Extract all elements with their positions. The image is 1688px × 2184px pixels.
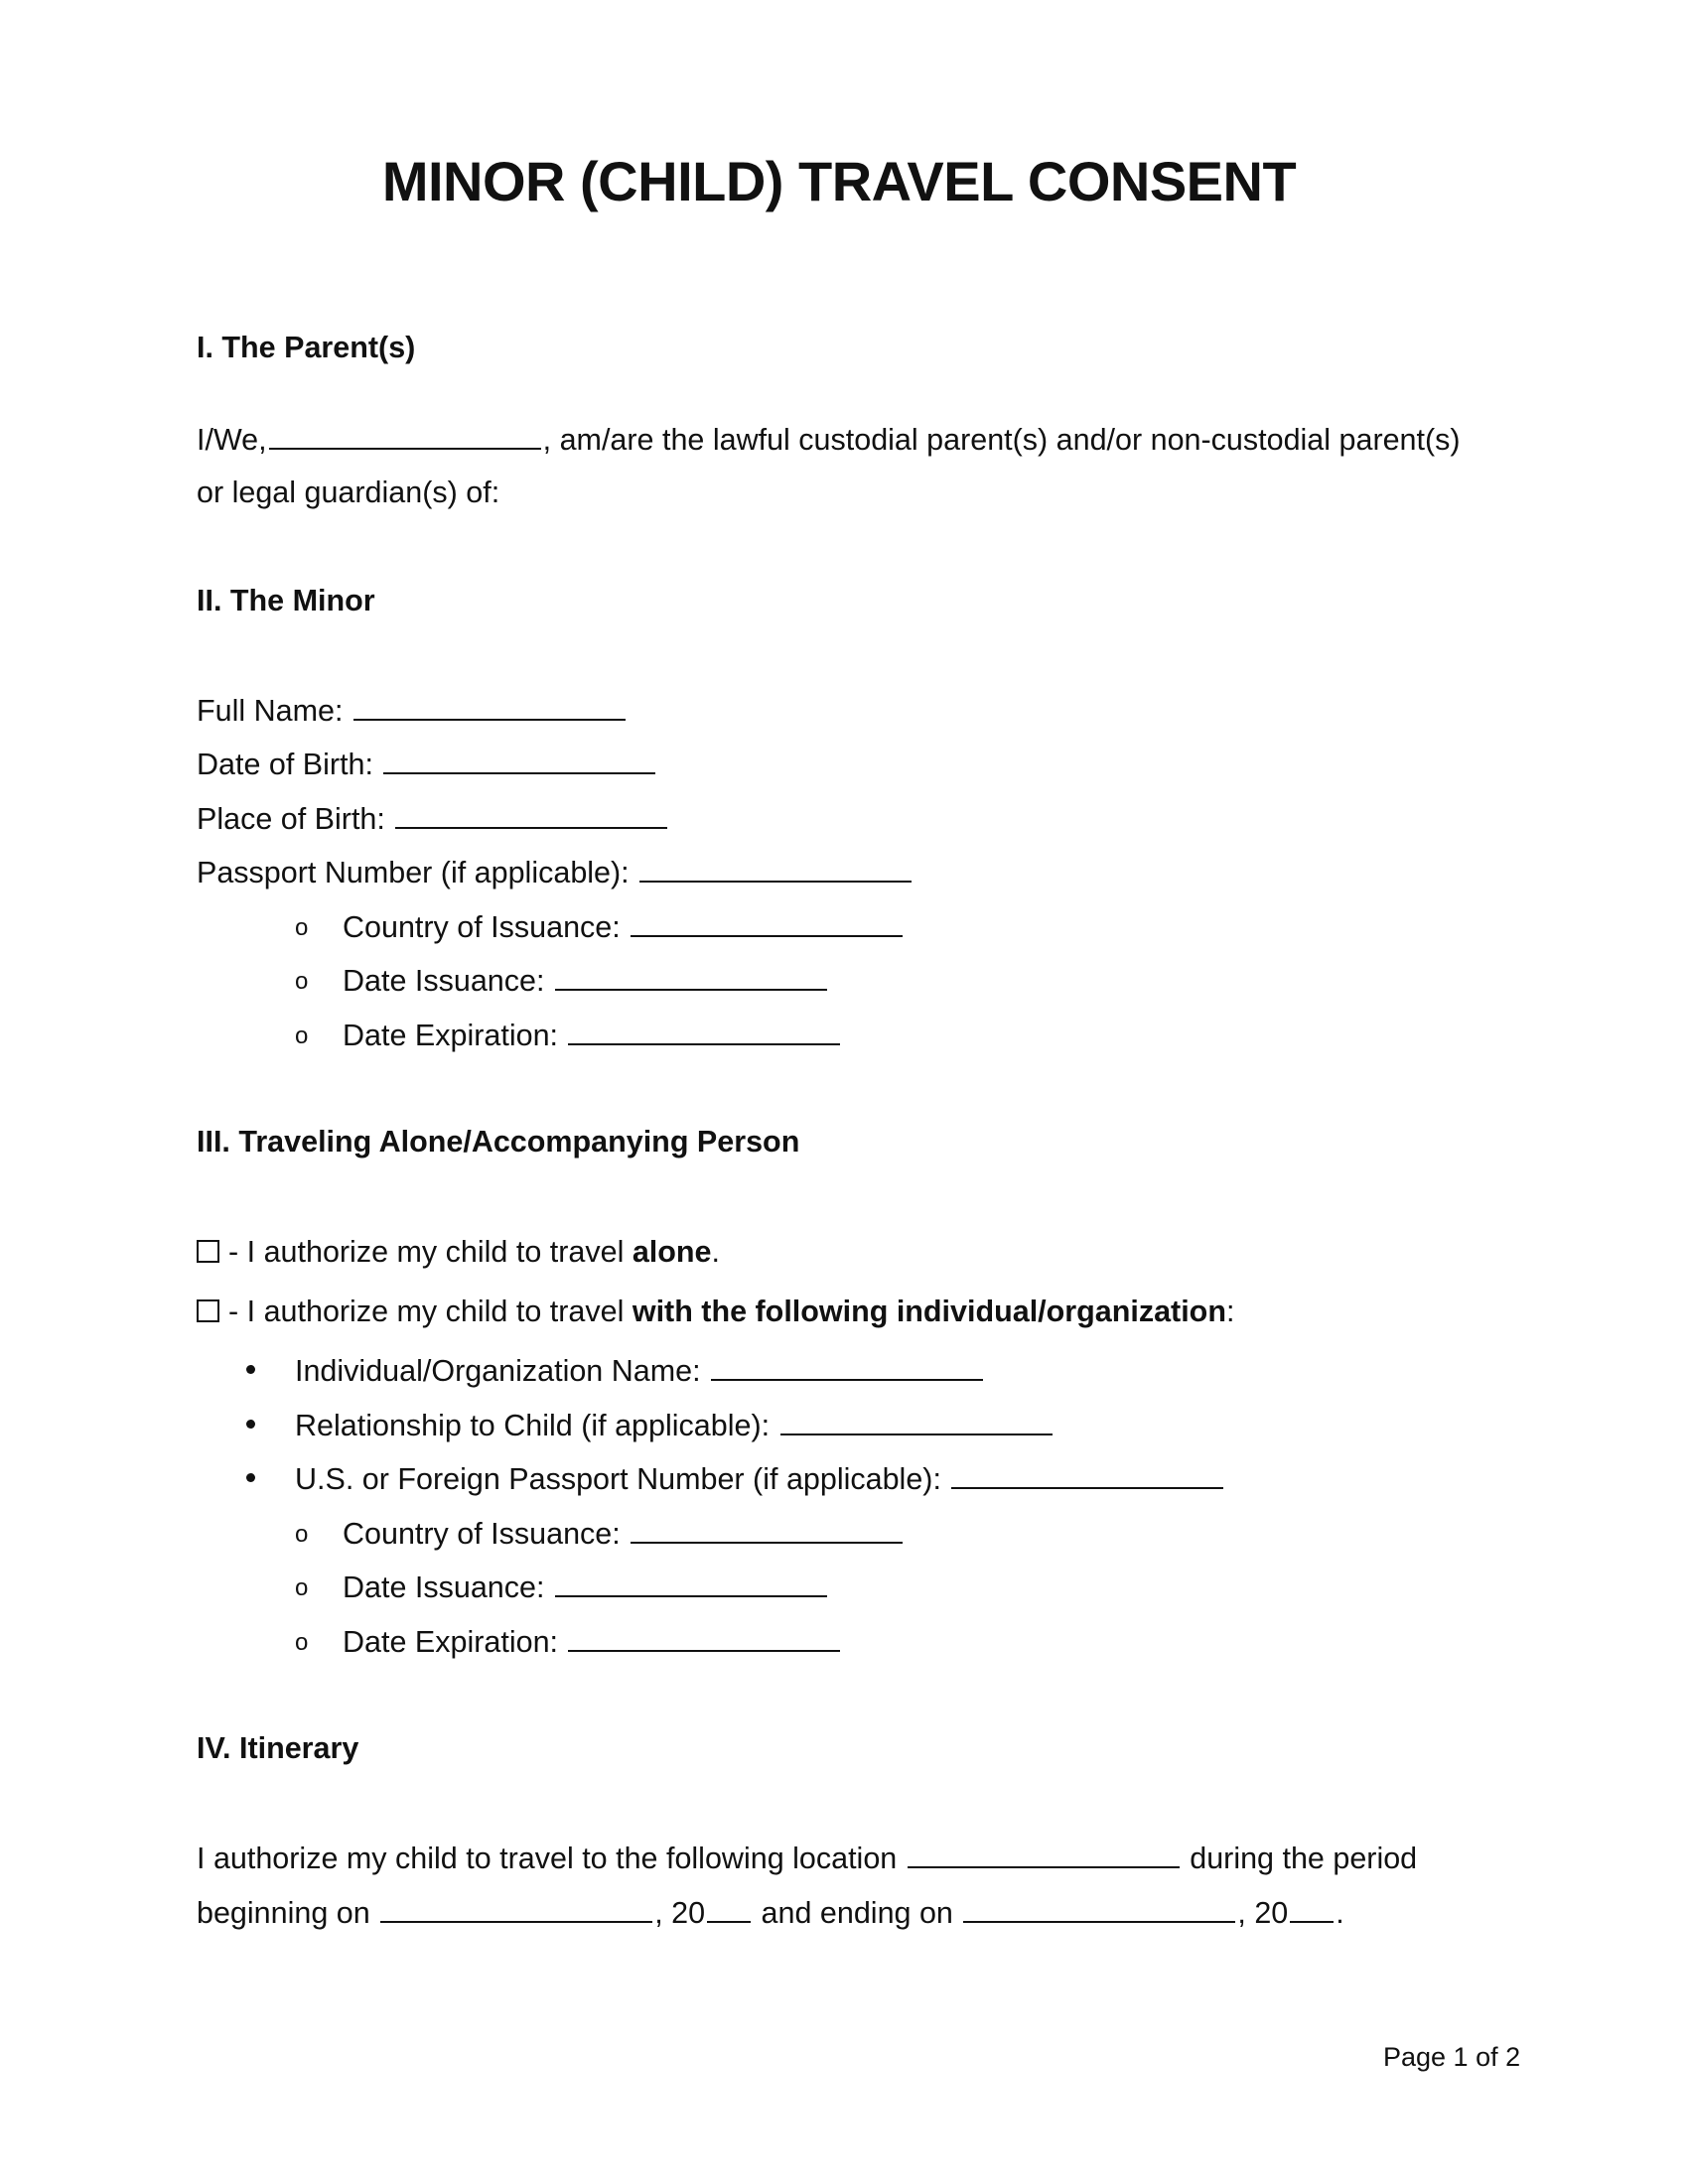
sub-bullet-icon: o (295, 968, 309, 995)
companion-name-label: Individual/Organization Name: (295, 1354, 701, 1388)
minor-pob-blank[interactable] (395, 797, 667, 829)
itinerary-begin-date-blank[interactable] (380, 1891, 652, 1923)
companion-issuance-label: Date Issuance: (343, 1570, 545, 1604)
parent-name-blank[interactable] (269, 418, 541, 450)
minor-dob-blank[interactable] (383, 743, 655, 774)
minor-passport-blank[interactable] (639, 851, 912, 883)
companion-country-field (295, 1512, 905, 1554)
companion-passport-label: U.S. or Foreign Passport Number (if applicable): (295, 1462, 941, 1496)
bullet-icon (246, 1420, 255, 1429)
parents-prefix: I/We, (197, 423, 267, 457)
option-alone-end: . (711, 1235, 720, 1269)
option-travel-alone (197, 1232, 720, 1272)
minor-full-name-label: Full Name: (197, 694, 344, 728)
itinerary-year-prefix-1: , 20 (654, 1896, 706, 1930)
minor-full-name-field (197, 689, 628, 731)
parents-statement-line-1 (197, 418, 1461, 460)
companion-passport-field (295, 1457, 1225, 1499)
companion-issuance-blank[interactable] (555, 1566, 827, 1597)
document-title: MINOR (CHILD) TRAVEL CONSENT (381, 150, 1297, 212)
itinerary-end-date-blank[interactable] (963, 1891, 1235, 1923)
itinerary-line-1 (197, 1837, 1417, 1878)
companion-expiration-label: Date Expiration: (343, 1625, 558, 1659)
itinerary-location-blank[interactable] (908, 1837, 1180, 1868)
bullet-icon (246, 1473, 255, 1482)
companion-country-label: Country of Issuance: (343, 1517, 621, 1551)
minor-passport-label: Passport Number (if applicable): (197, 856, 630, 889)
section-heading-parents: I. The Parent(s) (197, 331, 416, 364)
minor-country-label: Country of Issuance: (343, 910, 621, 944)
minor-pob-label: Place of Birth: (197, 802, 385, 836)
companion-country-blank[interactable] (631, 1512, 903, 1544)
companion-relationship-field (295, 1404, 1055, 1445)
minor-issuance-blank[interactable] (555, 959, 827, 991)
itinerary-end-period: . (1336, 1896, 1344, 1930)
itinerary-line-2 (197, 1891, 1344, 1933)
option-alone-bold: alone (632, 1235, 712, 1269)
minor-passport-expiration-field (295, 1014, 842, 1055)
companion-relationship-blank[interactable] (780, 1404, 1053, 1435)
minor-issuance-label: Date Issuance: (343, 964, 545, 998)
checkbox-with[interactable] (197, 1299, 219, 1322)
minor-expiration-blank[interactable] (568, 1014, 840, 1045)
minor-expiration-label: Date Expiration: (343, 1019, 558, 1052)
minor-country-blank[interactable] (631, 905, 903, 937)
parents-statement-line-2: or legal guardian(s) of: (197, 476, 500, 509)
itinerary-text-2: during the period (1190, 1842, 1418, 1875)
minor-pob-field (197, 797, 669, 839)
option-with-end: : (1225, 1295, 1235, 1328)
companion-expiration-blank[interactable] (568, 1620, 840, 1652)
companion-passport-blank[interactable] (951, 1457, 1223, 1489)
checkbox-alone[interactable] (197, 1240, 219, 1263)
sub-bullet-icon: o (295, 1023, 309, 1049)
itinerary-end-year-blank[interactable] (1290, 1891, 1334, 1923)
sub-bullet-icon: o (295, 914, 309, 941)
sub-bullet-icon: o (295, 1574, 309, 1601)
option-travel-with (197, 1292, 1234, 1331)
companion-name-blank[interactable] (711, 1349, 983, 1381)
itinerary-begin-label: beginning on (197, 1896, 370, 1930)
companion-relationship-label: Relationship to Child (if applicable): (295, 1409, 771, 1442)
option-with-text: - I authorize my child to travel (228, 1295, 625, 1328)
page-number: Page 1 of 2 (1383, 2042, 1521, 2072)
minor-passport-country-field (295, 905, 905, 947)
section-heading-minor: II. The Minor (197, 584, 375, 617)
minor-passport-field (197, 851, 914, 892)
minor-dob-label: Date of Birth: (197, 748, 373, 781)
option-with-bold: with the following individual/organization (632, 1295, 1226, 1328)
sub-bullet-icon: o (295, 1629, 309, 1656)
itinerary-begin-year-blank[interactable] (707, 1891, 751, 1923)
bullet-icon (246, 1365, 255, 1374)
itinerary-end-label: and ending on (761, 1896, 953, 1930)
parents-suffix: , am/are the lawful custodial parent(s) and/or non-custodial parent(s) (542, 423, 1461, 457)
companion-issuance-field (295, 1566, 829, 1607)
companion-expiration-field (295, 1620, 842, 1662)
section-heading-accompanying: III. Traveling Alone/Accompanying Person (197, 1125, 800, 1159)
section-heading-itinerary: IV. Itinerary (197, 1731, 359, 1765)
sub-bullet-icon: o (295, 1521, 309, 1548)
minor-full-name-blank[interactable] (353, 689, 626, 721)
companion-name-field (295, 1349, 985, 1391)
minor-dob-field (197, 743, 657, 784)
itinerary-year-prefix-2: , 20 (1237, 1896, 1289, 1930)
option-alone-text: - I authorize my child to travel (228, 1235, 625, 1269)
minor-passport-issuance-field (295, 959, 829, 1001)
itinerary-text-1: I authorize my child to travel to the following location (197, 1842, 898, 1875)
